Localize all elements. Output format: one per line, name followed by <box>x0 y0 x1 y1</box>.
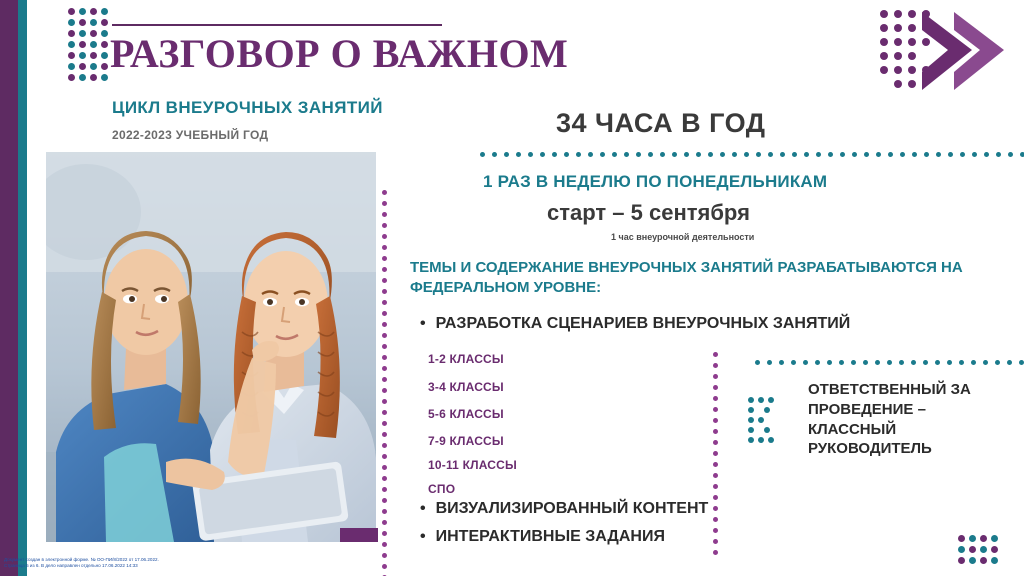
hour-note-text: 1 час внеурочной деятельности <box>611 232 755 242</box>
grade-item-3-4: 3-4 КЛАССЫ <box>428 380 504 394</box>
horizontal-dot-divider-top <box>480 152 1024 157</box>
grade-item-spo: СПО <box>428 482 456 496</box>
electronic-document-stamp <box>4 557 159 570</box>
grade-item-10-11: 10-11 КЛАССЫ <box>428 458 517 472</box>
title-divider-rule <box>112 24 442 26</box>
page-title: РАЗГОВОР О ВАЖНОМ <box>110 31 569 76</box>
vertical-dot-separator-right <box>713 352 718 555</box>
stamp-line-1: Документ создан в электронной форме. № ОО-ПИ/8/2022 от 17.06.2022. <box>4 556 159 562</box>
left-accent-bar-purple <box>0 0 18 576</box>
decorative-dot-grid-bottom-right <box>958 535 998 564</box>
start-date-text: старт – 5 сентября <box>547 200 750 225</box>
dotted-arrow-icon <box>745 392 797 454</box>
bullet-visualized-content: • ВИЗУАЛИЗИРОВАННЫЙ КОНТЕНТ <box>420 500 708 518</box>
decorative-square-purple <box>340 528 378 542</box>
bullet-scenario-development: • РАЗРАБОТКА СЦЕНАРИЕВ ВНЕУРОЧНЫХ ЗАНЯТИЙ <box>420 315 850 333</box>
grade-item-1-2: 1-2 КЛАССЫ <box>428 352 504 366</box>
stamp-line-2: Страница 5 из 6. В дело направлен отдельно 17.06.2022 14:33 <box>4 563 138 569</box>
grade-item-5-6: 5-6 КЛАССЫ <box>428 407 504 421</box>
weekly-schedule-text: 1 РАЗ В НЕДЕЛЮ ПО ПОНЕДЕЛЬНИКАМ <box>483 172 828 191</box>
responsible-person-text: ОТВЕТСТВЕННЫЙ ЗА ПРОВЕДЕНИЕ – КЛАССНЫЙ РУКОВОДИТЕЛЬ <box>808 381 971 458</box>
subtitle-academic-year: 2022-2023 УЧЕБНЫЙ ГОД <box>112 128 269 142</box>
subtitle-cycle: ЦИКЛ ВНЕУРОЧНЫХ ЗАНЯТИЙ <box>112 98 383 117</box>
photo-two-schoolgirls <box>46 152 376 542</box>
decorative-dot-grid-top-left <box>68 8 108 81</box>
vertical-dot-separator-left <box>382 190 387 576</box>
horizontal-dot-divider-responsible <box>755 360 1024 365</box>
bullet-interactive-tasks: • ИНТЕРАКТИВНЫЕ ЗАДАНИЯ <box>420 528 665 546</box>
themes-heading: ТЕМЫ И СОДЕРЖАНИЕ ВНЕУРОЧНЫХ ЗАНЯТИЙ РАЗРАБАТЫВАЮТСЯ НА ФЕДЕРАЛЬНОМ УРОВНЕ: <box>410 259 963 297</box>
left-accent-bar-teal <box>18 0 27 576</box>
hours-per-year-title: 34 ЧАСА В ГОД <box>556 108 766 138</box>
chevron-logo <box>876 6 1006 102</box>
grade-item-7-9: 7-9 КЛАССЫ <box>428 434 504 448</box>
